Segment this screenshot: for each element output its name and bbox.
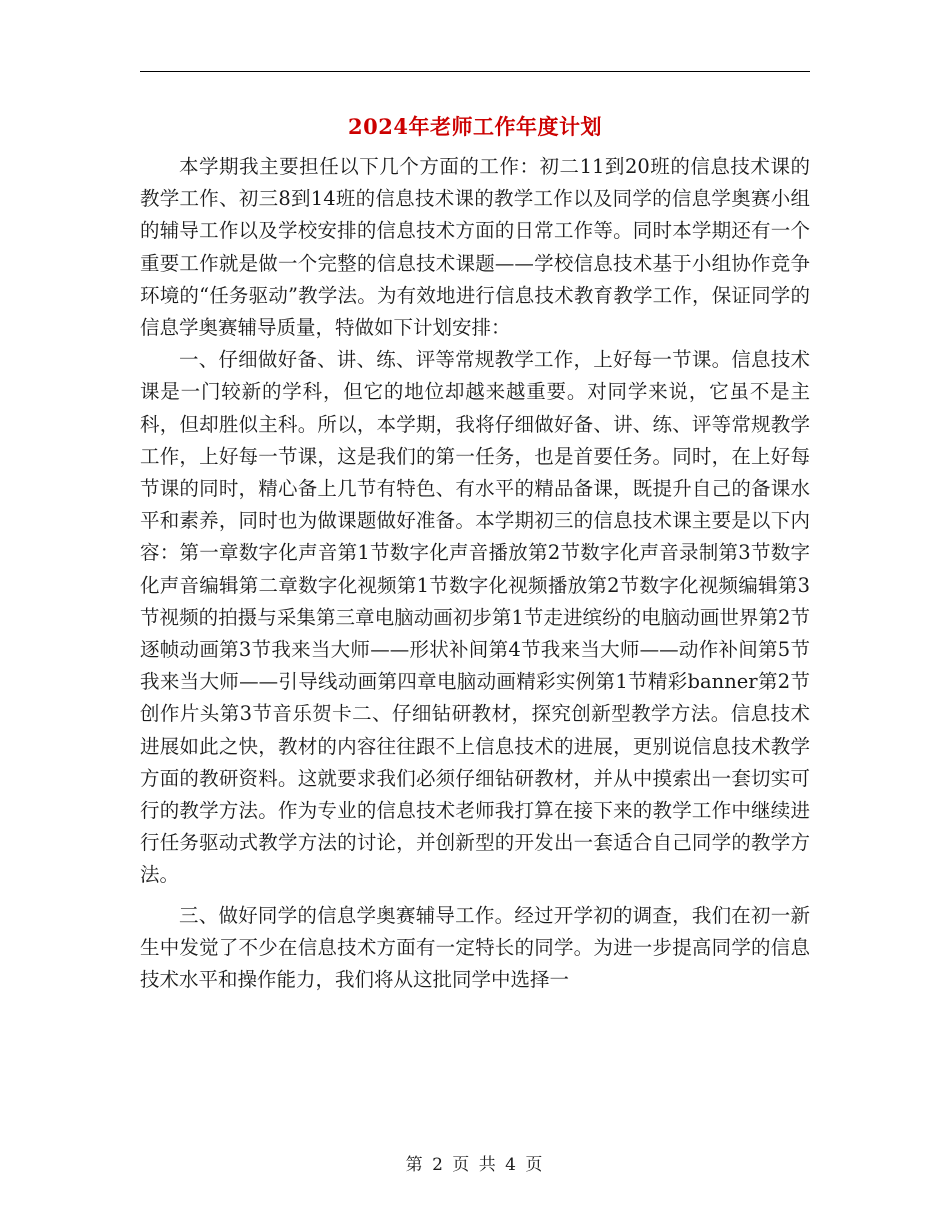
header-rule (140, 71, 810, 72)
document-title: 2024年老师工作年度计划 (348, 114, 602, 139)
paragraph-intro: 本学期我主要担任以下几个方面的工作：初二11到20班的信息技术课的教学工作、初三8到14班的信息技术课的教学工作以及同学的信息学奥赛小组的辅导工作以及学校安排的信息技术方面的日常工作等。同时本学期还有一个重要工作就是做一个完整的信息技术课题——学校信息技术基于小组协作竞争环境的“任务驱动”教学法。为有效地进行信息技术教育教学工作，保证同学的信息学奥赛辅导质量，特做如下计划安排： (140, 155, 810, 340)
page-number-footer: 第 2 页 共 4 页 (405, 1155, 545, 1175)
paragraph-section-one: 一、仔细做好备、讲、练、评等常规教学工作，上好每一节课。信息技术课是一门较新的学科，但它的地位却越来越重要。对同学来说，它虽不是主科，但却胜似主科。所以，本学期，我将仔细做好备、讲、练、评等常规教学工作，上好每一节课，这是我们的第一任务，也是首要任务。同时，在上好每节课的同时，精心备上几节有特色、有水平的精品备课，既提升自己的备课水平和素养，同时也为做课题做好准备。本学期初三的信息技术课主要是以下内容：第一章数字化声音第1节数字化声音播放第2节数字化声音录制第3节数字化声音编辑第二章数字化视频第1节数字化视频播放第2节数字化视频编辑第3节视频的拍摄与采集第三章电脑动画初步第1节走进缤纷的电脑动画世界第2节逐帧动画第3节我来当大师——形状补间第4节我来当大师——动作补间第5节我来当大师——引导线动画第四章电脑动画精彩实例第1节精彩banner第2节创作片头第3节音乐贺卡二、仔细钻研教材，探究创新型教学方法。信息技术进展如此之快，教材的内容往往跟不上信息技术的进展，更别说信息技术教学方面的教研资料。这就要求我们必须仔细钻研教材，并从中摸索出一套切实可行的教学方法。作为专业的信息技术老师我打算在接下来的教学工作中继续进行任务驱动式教学方法的讨论，并创新型的开发出一套适合自己同学的教学方法。 (140, 348, 810, 887)
document-body (140, 151, 810, 996)
paragraph-section-three: 三、做好同学的信息学奥赛辅导工作。经过开学初的调查，我们在初一新生中发觉了不少在信息技术方面有一定特长的同学。为进一步提高同学的信息技术水平和操作能力，我们将从这批同学中选择一 (140, 903, 810, 992)
